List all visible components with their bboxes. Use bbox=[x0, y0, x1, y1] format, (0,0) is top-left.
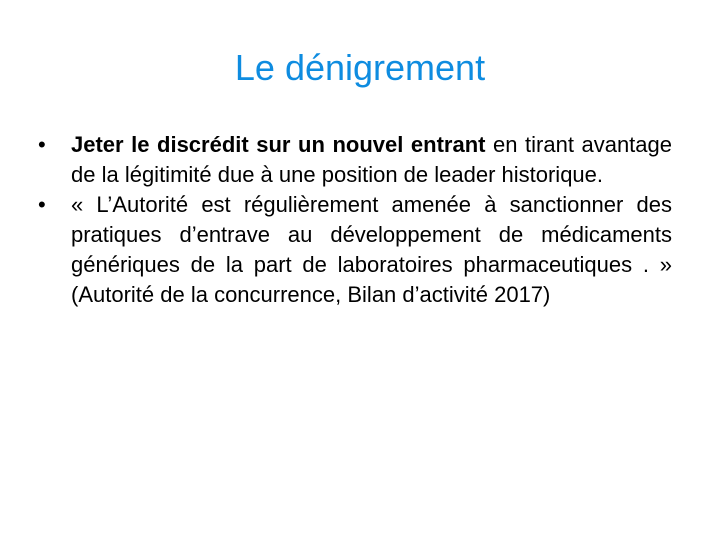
bullet-item-2 bbox=[38, 190, 672, 310]
bullet-dot-icon: • bbox=[38, 132, 46, 157]
slide-title: Le dénigrement bbox=[234, 47, 486, 88]
bullet-2-text: « L’Autorité est régulièrement amenée à sanctionner des pratiques d’entrave au développement de médicaments génériques de la part de laboratoires pharmaceutiques . » (Autorité de la concurrence, Bilan d’activité 2017) bbox=[71, 192, 672, 307]
bullet-dot-icon: • bbox=[38, 192, 46, 217]
bullet-1-bold-text: Jeter le discrédit sur un nouvel entrant bbox=[71, 132, 486, 157]
bullet-item-1 bbox=[38, 130, 672, 190]
bullet-1-text: en tirant avantage de la légitimité due à une position de leader historique. bbox=[71, 132, 672, 187]
bullet-list bbox=[38, 130, 672, 310]
